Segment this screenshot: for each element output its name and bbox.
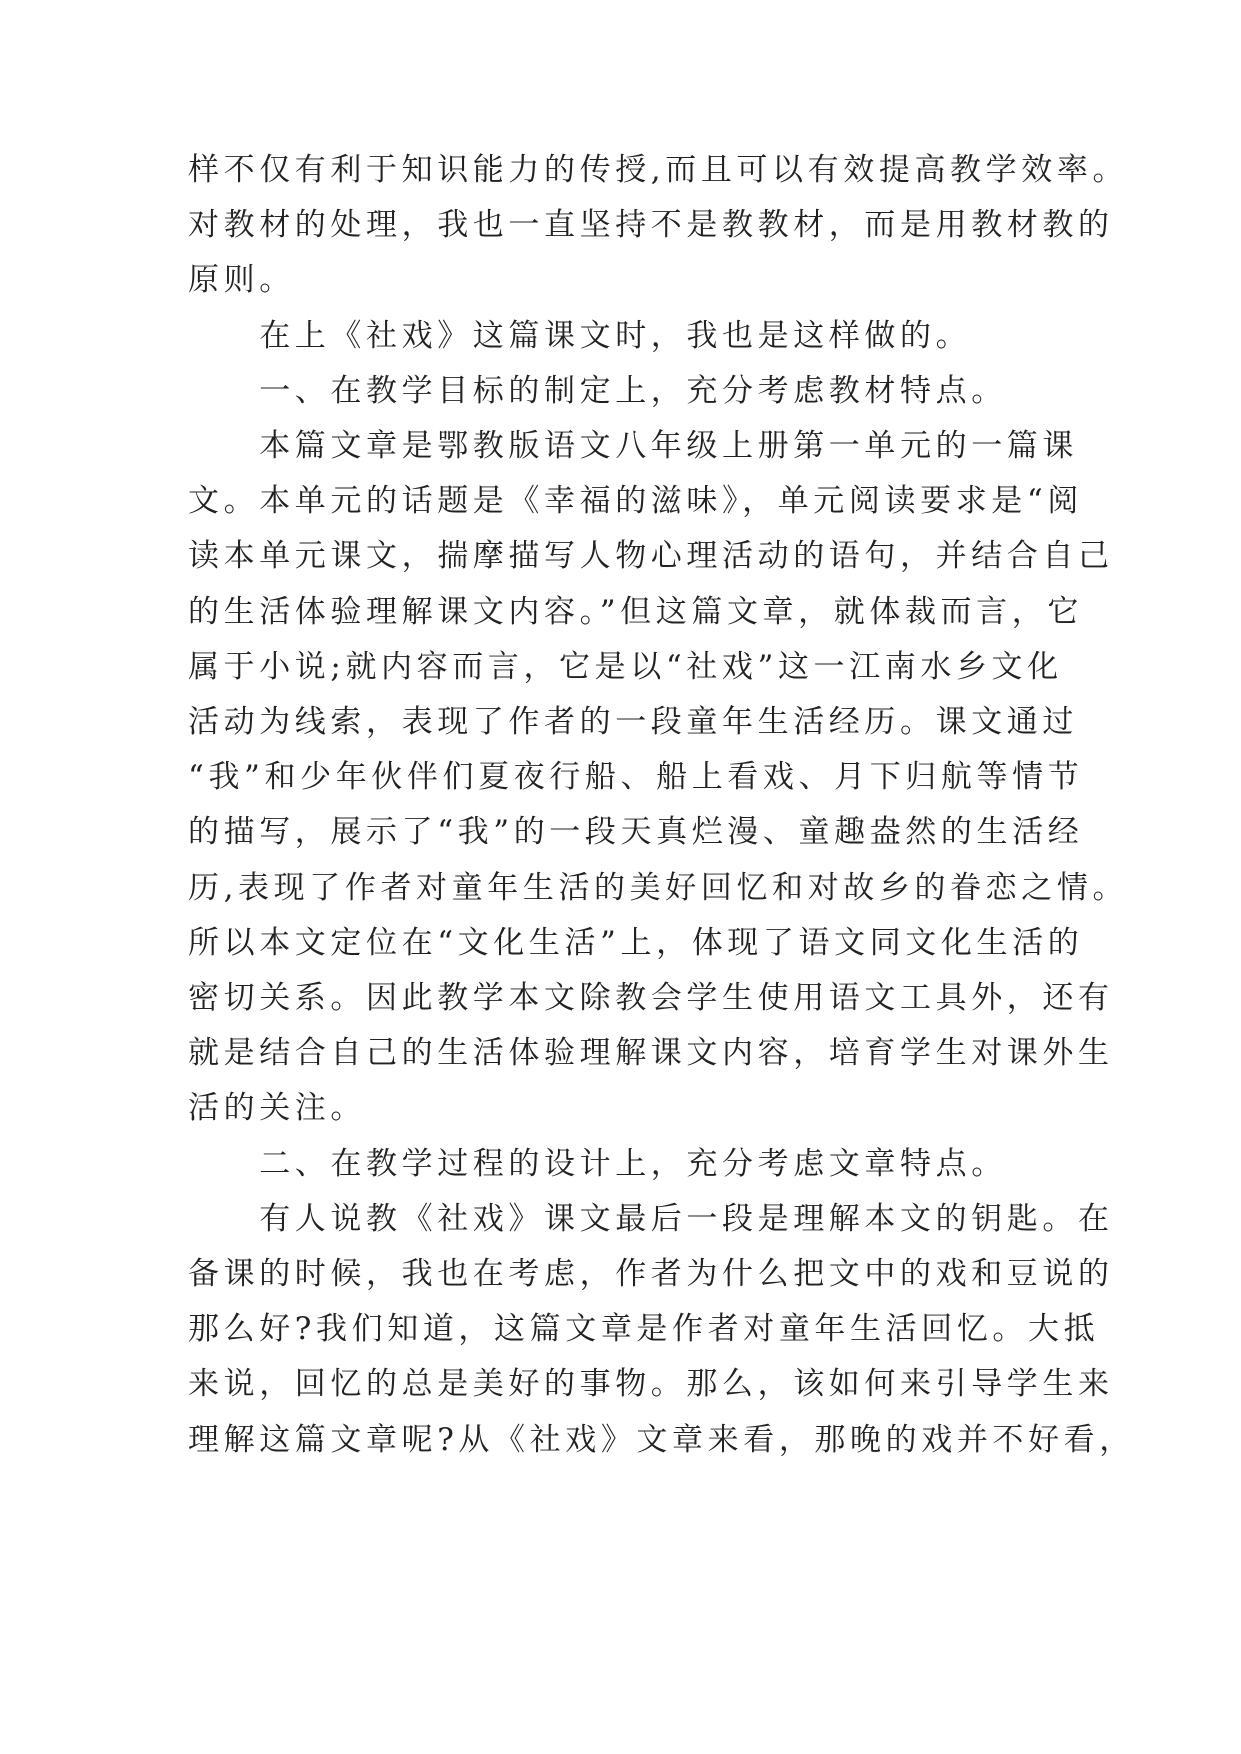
text-line: 密切关系。因此教学本文除教会学生使用语文工具外，还有 bbox=[188, 980, 1114, 1016]
text-line: 所以本文定位在“文化生活”上，体现了语文同文化生活的 bbox=[188, 925, 1084, 961]
text-line: 本篇文章是鄂教版语文八年级上册第一单元的一篇课 bbox=[188, 428, 1078, 464]
text-line: 就是结合自己的生活体验理解课文内容，培育学生对课外生 bbox=[188, 1035, 1114, 1071]
text-line: 来说，回忆的总是美好的事物。那么，该如何来引导学生来 bbox=[188, 1366, 1114, 1402]
text-line: 二、在教学过程的设计上，充分考虑文章特点。 bbox=[188, 1146, 1007, 1182]
text-line: 读本单元课文，揣摩描写人物心理活动的语句，并结合自己 bbox=[188, 538, 1114, 574]
text-line: 的生活体验理解课文内容。”但这篇文章，就体裁而言，它 bbox=[188, 594, 1083, 630]
text-line: 原则。 bbox=[188, 262, 295, 298]
text-line: 有人说教《社戏》课文最后一段是理解本文的钥匙。在 bbox=[188, 1201, 1114, 1237]
text-line: 活动为线索，表现了作者的一段童年生活经历。课文通过 bbox=[188, 704, 1078, 740]
text-line: 备课的时候，我也在考虑，作者为什么把文中的戏和豆说的 bbox=[188, 1256, 1114, 1292]
text-line: 对教材的处理，我也一直坚持不是教教材，而是用教材教的 bbox=[188, 207, 1114, 243]
text-line: 在上《社戏》这篇课文时，我也是这样做的。 bbox=[188, 318, 972, 354]
text-line: 的描写，展示了“我”的一段天真烂漫、童趣盎然的生活经 bbox=[188, 814, 1084, 850]
text-line: 属于小说;就内容而言，它是以“社戏”这一江南水乡文化 bbox=[188, 649, 1063, 685]
text-line: 历,表现了作者对童年生活的美好回忆和对故乡的眷恋之情。 bbox=[188, 870, 1129, 906]
text-line: 文。本单元的话题是《幸福的滋味》，单元阅读要求是“阅 bbox=[188, 483, 1083, 519]
text-line: 那么好?我们知道，这篇文章是作者对童年生活回忆。大抵 bbox=[188, 1311, 1100, 1347]
text-line: 样不仅有利于知识能力的传授,而且可以有效提高教学效率。 bbox=[188, 152, 1129, 188]
text-line: “我”和少年伙伴们夏夜行船、船上看戏、月下归航等情节 bbox=[188, 759, 1084, 795]
text-line: 理解这篇文章呢?从《社戏》文章来看，那晚的戏并不好看， bbox=[188, 1422, 1135, 1458]
text-line: 活的关注。 bbox=[188, 1090, 366, 1126]
text-line: 一、在教学目标的制定上，充分考虑教材特点。 bbox=[188, 373, 1007, 409]
